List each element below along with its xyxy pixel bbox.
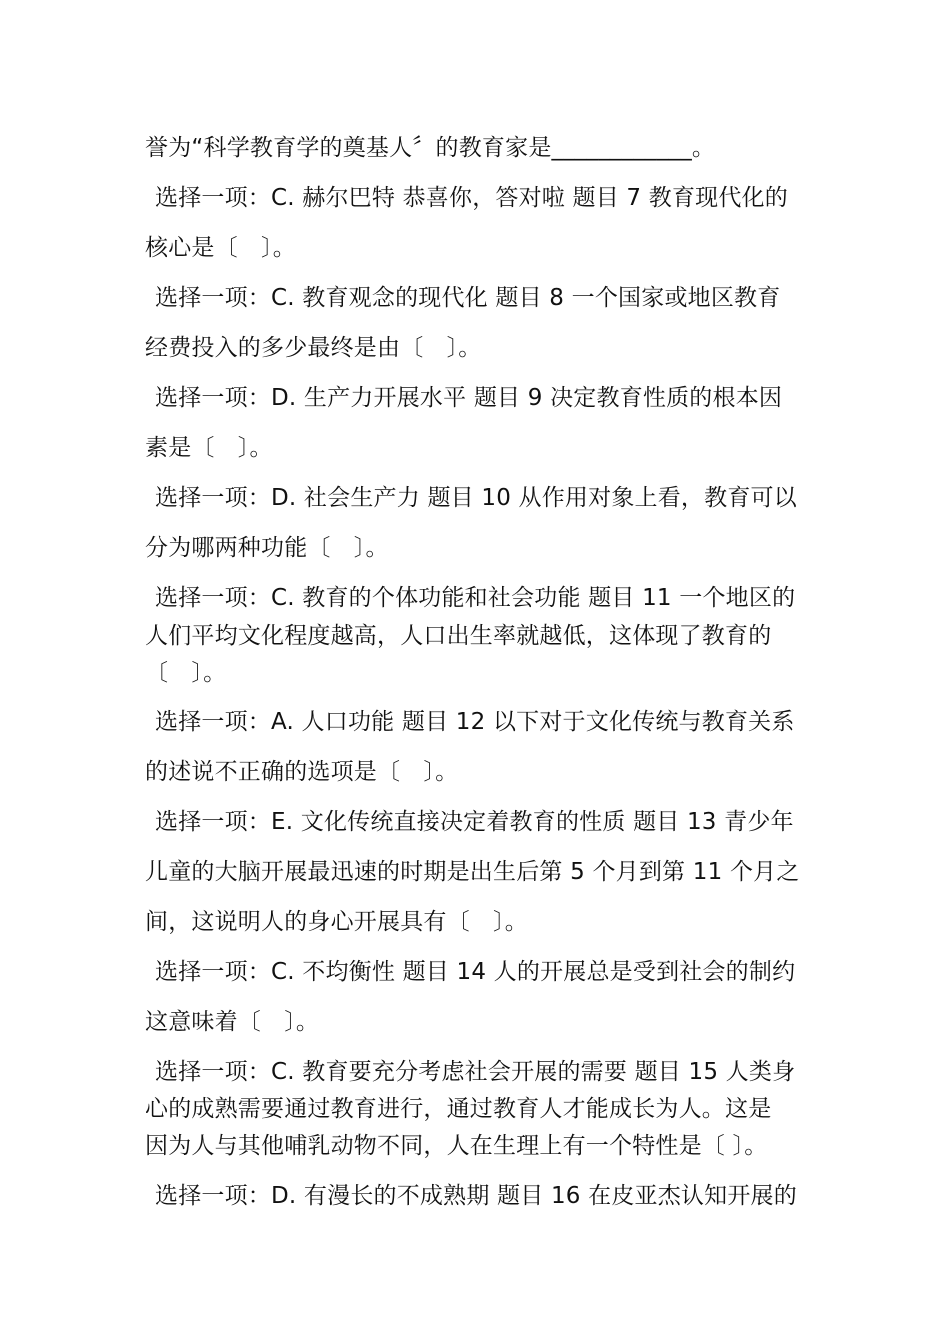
text-line: 的述说不正确的选项是〔 〕。 [145, 759, 459, 785]
text-line: 间，这说明人的身心开展具有〔 〕。 [145, 909, 528, 935]
answer-line: 选择一项：A. 人口功能 题目 12 以下对于文化传统与教育关系 [155, 709, 795, 735]
answer-line: 选择一项：C. 教育的个体功能和社会功能 题目 11 一个地区的 [155, 585, 796, 611]
text-line: 素是〔 〕。 [145, 435, 273, 461]
text-line: 人们平均文化程度越高，人口出生率就越低，这体现了教育的 [145, 623, 772, 649]
answer-line: 选择一项：C. 赫尔巴特 恭喜你，答对啦 题目 7 教育现代化的 [155, 185, 788, 211]
text-line: 儿童的大脑开展最迅速的时期是出生后第 5 个月到第 11 个月之 [145, 859, 800, 885]
answer-line: 选择一项：C. 不均衡性 题目 14 人的开展总是受到社会的制约 [155, 959, 796, 985]
answer-line: 选择一项：C. 教育要充分考虑社会开展的需要 题目 15 人类身 [155, 1059, 796, 1085]
answer-line: 选择一项：D. 生产力开展水平 题目 9 决定教育性质的根本因 [155, 385, 783, 411]
text-line: 因为人与其他哺乳动物不同，人在生理上有一个特性是〔 〕。 [145, 1133, 768, 1159]
text-line: 分为哪两种功能〔 〕。 [145, 535, 389, 561]
answer-line: 选择一项：C. 教育观念的现代化 题目 8 一个国家或地区教育 [155, 285, 781, 311]
answer-line: 选择一项：D. 社会生产力 题目 10 从作用对象上看，教育可以 [155, 485, 797, 511]
text-line: 这意味着〔 〕。 [145, 1009, 320, 1035]
text-line: 核心是〔 〕。 [145, 235, 296, 261]
text-line: 心的成熟需要通过教育进行，通过教育人才能成长为人。这是 [145, 1096, 772, 1122]
answer-line: 选择一项：D. 有漫长的不成熟期 题目 16 在皮亚杰认知开展的 [155, 1183, 797, 1209]
text-line: 经费投入的多少最终是由〔 〕。 [145, 335, 482, 361]
answer-line: 选择一项：E. 文化传统直接决定着教育的性质 题目 13 青少年 [155, 809, 794, 835]
text-line: 〔 〕。 [145, 660, 227, 686]
text-line: 誉为“科学教育学的奠基人〞的教育家是____________。 [145, 135, 716, 161]
